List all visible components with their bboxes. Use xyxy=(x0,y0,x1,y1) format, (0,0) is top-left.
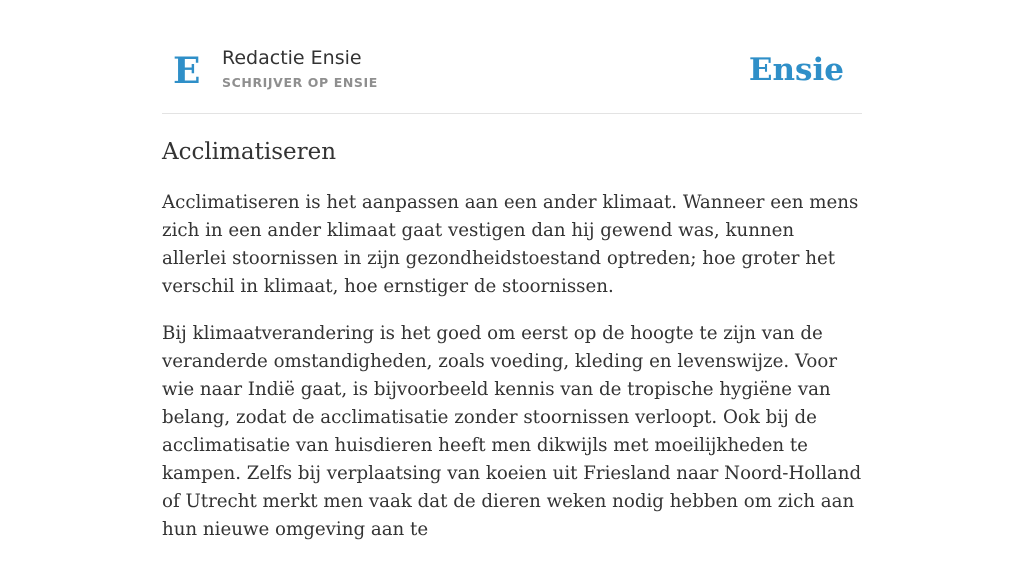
author-name[interactable]: Redactie Ensie xyxy=(222,47,362,69)
article-paragraph: Bij klimaatverandering is het goed om eerst op de hoogte te zijn van de veranderde omstandigheden, zoals voeding, kleding en levenswijze. Voor wie naar Indië gaat, is bijvoorbeeld kennis van de tropische hygiëne van belang, zodat de acclimatisatie zonder stoornissen verloopt. Ook bij de acclimatisatie van huisdieren heeft men dikwijls met moeilijkheden te kampen. Zelfs bij verplaatsing van koeien uit Friesland naar Noord-Holland of Utrecht merkt men vaak dat de dieren weken nodig hebben om zich aan hun nieuwe omgeving aan te xyxy=(162,323,862,540)
ensie-brand-logo[interactable]: Ensie xyxy=(748,52,844,88)
author-header xyxy=(162,0,862,114)
ensie-logo-icon[interactable]: E xyxy=(173,50,201,92)
article-body xyxy=(162,189,862,563)
content-container xyxy=(162,0,862,540)
article-paragraph: Acclimatiseren is het aanpassen aan een ander klimaat. Wanneer een mens zich in een ander klimaat gaat vestigen dan hij gewend was, kunnen allerlei stoornissen in zijn gezondheidstoestand optreden; hoe groter het verschil in klimaat, hoe ernstiger de stoornissen. xyxy=(162,192,859,297)
article-title: Acclimatiseren xyxy=(162,139,337,165)
author-role: SCHRIJVER OP ENSIE xyxy=(222,75,378,90)
